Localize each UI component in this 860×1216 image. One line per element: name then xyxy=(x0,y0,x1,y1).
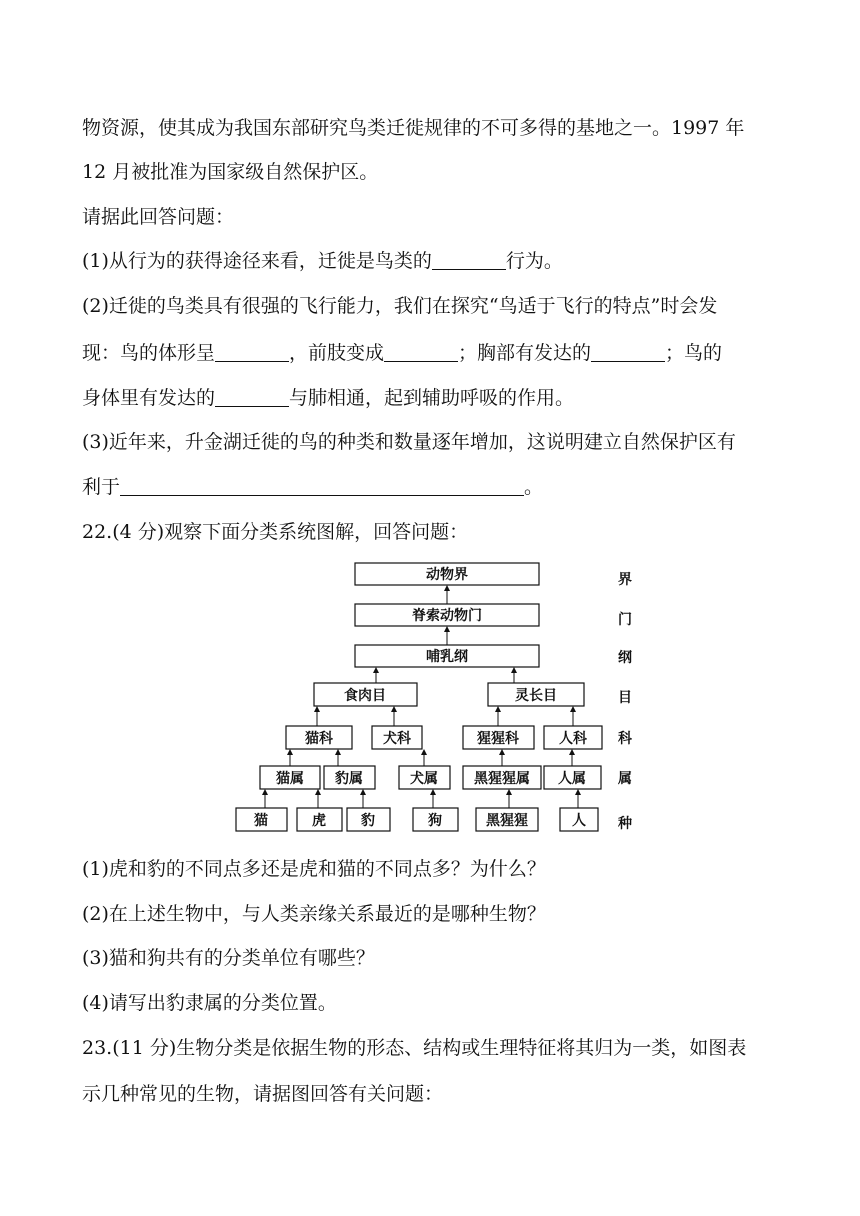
rank-label: 属 xyxy=(618,771,632,787)
node-genus: 豹属 xyxy=(335,771,363,787)
question-1-tail: 行为。 xyxy=(505,250,563,272)
answer-blank xyxy=(591,343,665,362)
text-line-1: 物资源，使其成为我国东部研究鸟类迁徙规律的不可多得的基地之一。1997 年 xyxy=(82,117,745,139)
node-genus: 犬属 xyxy=(410,771,438,787)
node-class: 哺乳纲 xyxy=(426,649,468,665)
text-line-3: 请据此回答问题： xyxy=(82,206,235,228)
q2-text-5: 身体里有发达的 xyxy=(82,387,216,409)
node-species: 狗 xyxy=(428,813,442,829)
rank-label: 纲 xyxy=(618,650,632,666)
answer-blank xyxy=(215,388,289,407)
rank-label: 界 xyxy=(618,572,632,588)
node-family: 猫科 xyxy=(305,731,333,747)
problem-22-question-2: (2)在上述生物中，与人类亲缘关系最近的是哪种生物？ xyxy=(82,903,546,925)
question-1-text: (1)从行为的获得途径来看，迁徙是鸟类的 xyxy=(82,250,432,272)
problem-22-question-1: (1)虎和豹的不同点多还是虎和猫的不同点多？为什么？ xyxy=(82,858,546,880)
node-species: 虎 xyxy=(312,813,326,829)
answer-blank xyxy=(432,251,506,270)
q2-text-2: ，前肢变成 xyxy=(289,342,385,364)
rank-label: 门 xyxy=(618,612,632,628)
node-genus: 人属 xyxy=(558,771,586,787)
node-order: 食肉目 xyxy=(344,688,386,704)
question-2-line-1: (2)迁徙的鸟类具有很强的飞行能力，我们在探究“鸟适于飞行的特点”时会发 xyxy=(82,295,718,317)
rank-label: 种 xyxy=(618,816,632,832)
text-line-2: 12 月被批准为国家级自然保护区。 xyxy=(82,161,379,183)
answer-blank xyxy=(120,477,524,496)
node-family: 人科 xyxy=(559,731,587,747)
node-family: 猩猩科 xyxy=(477,731,519,747)
q2-text-3: ；胸部有发达的 xyxy=(458,342,592,364)
node-species: 猫 xyxy=(254,813,268,829)
node-family: 犬科 xyxy=(383,731,411,747)
question-1 xyxy=(82,249,563,273)
answer-blank xyxy=(384,343,458,362)
classification-diagram xyxy=(230,556,650,842)
q3-text-1: 利于 xyxy=(82,476,121,498)
node-genus: 猫属 xyxy=(276,771,304,787)
node-species: 豹 xyxy=(361,813,375,829)
q3-text-2: 。 xyxy=(524,476,544,498)
q2-text-1: 现：鸟的体形呈 xyxy=(82,342,216,364)
node-kingdom: 动物界 xyxy=(426,567,468,583)
q2-text-6: 与肺相通，起到辅助呼吸的作用。 xyxy=(289,387,575,409)
q2-text-4: ；鸟的 xyxy=(665,342,723,364)
node-phylum: 脊索动物门 xyxy=(412,608,482,624)
node-genus: 黑猩猩属 xyxy=(474,771,530,787)
problem-22-question-4: (4)请写出豹隶属的分类位置。 xyxy=(82,992,337,1014)
node-order: 灵长目 xyxy=(515,688,557,704)
node-species: 黑猩猩 xyxy=(486,813,528,829)
rank-label: 科 xyxy=(618,731,632,747)
problem-23-line-1: 23.(11 分)生物分类是依据生物的形态、结构或生理特征将其归为一类，如图表 xyxy=(82,1037,747,1059)
question-3-line-1: (3)近年来，升金湖迁徙的鸟的种类和数量逐年增加，这说明建立自然保护区有 xyxy=(82,431,736,453)
problem-22-question-3: (3)猫和狗共有的分类单位有哪些？ xyxy=(82,947,375,969)
question-2-line-3 xyxy=(82,386,574,410)
answer-blank xyxy=(215,343,289,362)
question-2-line-2 xyxy=(82,341,722,365)
question-3-line-2 xyxy=(82,475,543,499)
rank-label: 目 xyxy=(618,690,632,706)
problem-23-line-2: 示几种常见的生物，请据图回答有关问题： xyxy=(82,1083,444,1105)
problem-22-heading: 22.(4 分)观察下面分类系统图解，回答问题： xyxy=(82,521,469,543)
node-species: 人 xyxy=(572,813,586,829)
